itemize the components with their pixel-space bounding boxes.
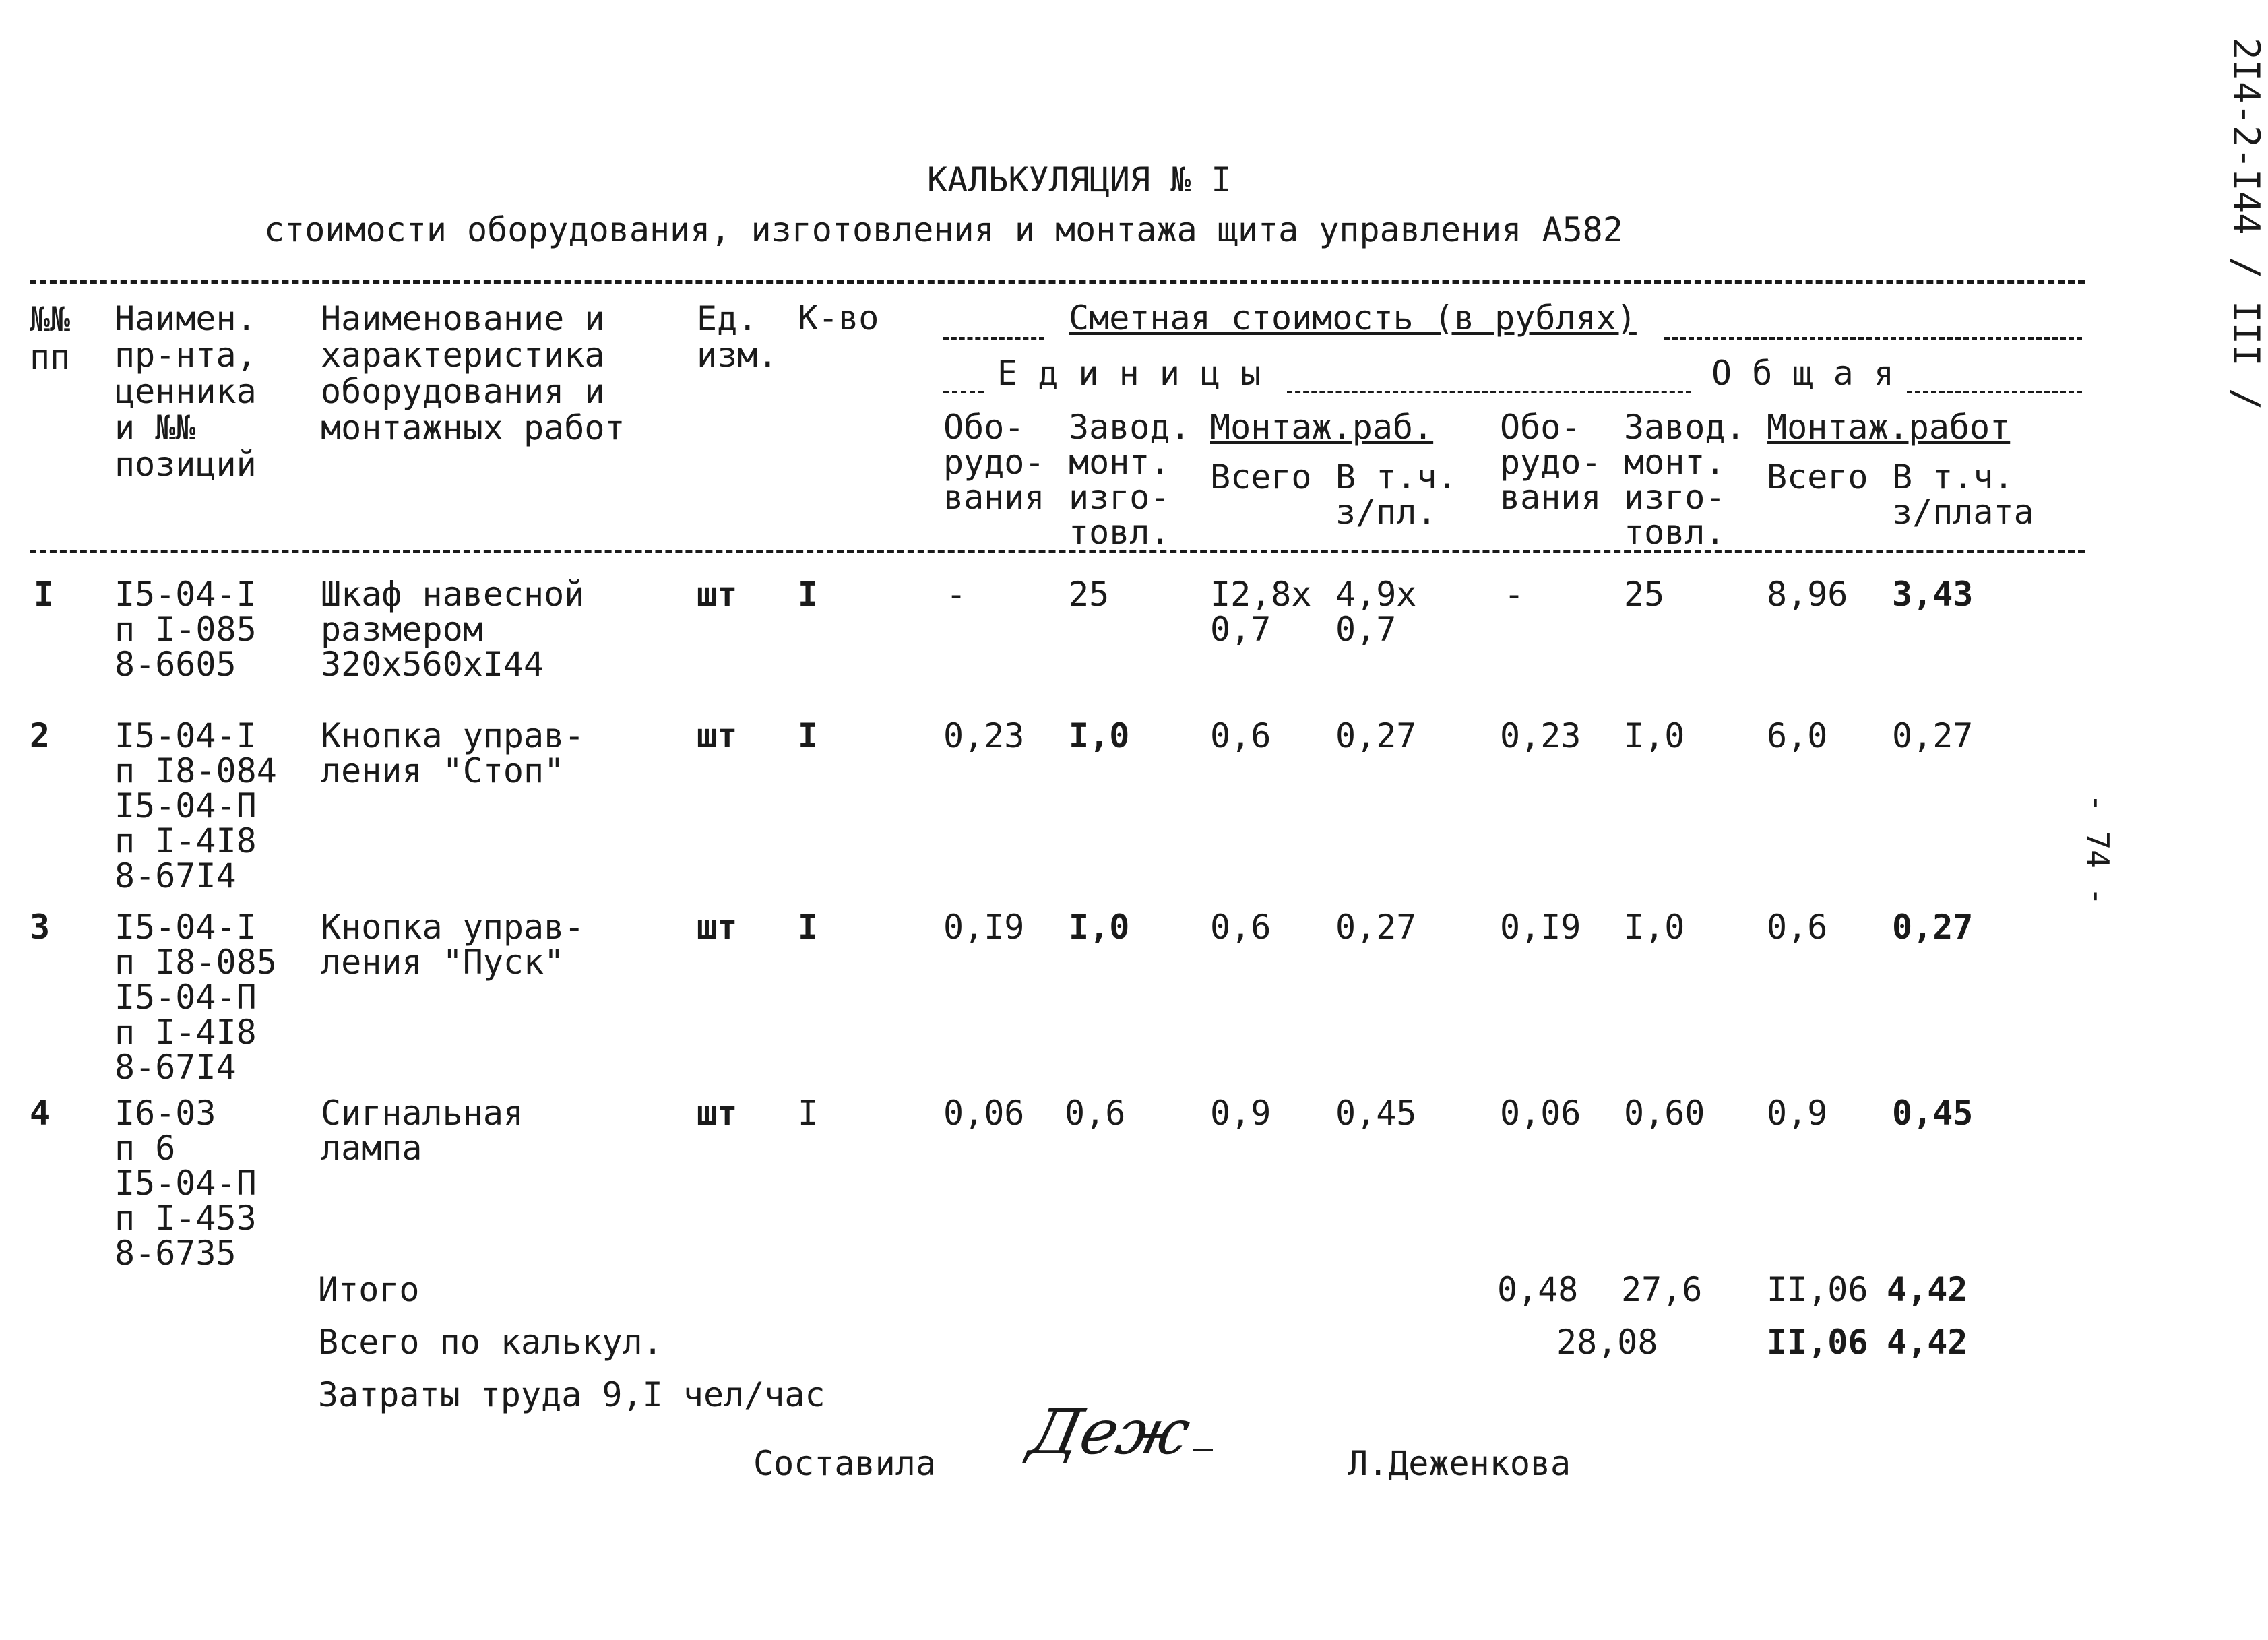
header-name: Наименование и характеристика оборудования и монтажных работ xyxy=(321,299,625,447)
compiled-by-label: Составила xyxy=(753,1444,936,1483)
cost-rule-left xyxy=(943,337,1044,340)
unit-rule-right xyxy=(1287,391,1691,393)
row-price-code: I5-04-I п I8-085 I5-04-П п I-4I8 8-67I4 xyxy=(115,908,277,1087)
row-total-mount: 6,0 xyxy=(1767,716,1828,755)
row-total-mount: 0,9 xyxy=(1767,1094,1828,1133)
document-subtitle: стоимости оборудования, изготовления и монтажа щита управления А582 xyxy=(264,210,1623,249)
vsego-label: Всего по калькул. xyxy=(318,1323,663,1362)
row-qty: I xyxy=(798,908,819,947)
header-total-factory: Завод. монт. изго- товл. xyxy=(1624,408,1746,552)
row-num: 2 xyxy=(30,716,51,755)
header-total-mount-wage: В т.ч. з/плата xyxy=(1892,458,2034,532)
row-total-equip: 0,23 xyxy=(1500,716,1581,755)
header-cost: Сметная стоимость (в рублях) xyxy=(1069,298,1637,338)
document-title: КАЛЬКУЛЯЦИЯ № I xyxy=(927,160,1232,199)
side-document-code: 2I4-2-I44 / III / xyxy=(2225,38,2267,410)
vsego-wage: 4,42 xyxy=(1887,1323,1968,1362)
row-total-equip: 0,I9 xyxy=(1500,908,1581,947)
row-price-code: I5-04-I п I-085 8-6605 xyxy=(115,575,257,684)
itogo-equip: 0,48 xyxy=(1497,1270,1579,1309)
row-unit-factory: I,0 xyxy=(1069,716,1130,755)
row-total-wage: 0,27 xyxy=(1892,908,1974,947)
row-unit: шт xyxy=(697,1094,738,1133)
row-unit-mount: 0,6 xyxy=(1210,716,1271,755)
header-unit: Ед. изм. xyxy=(697,299,778,375)
row-unit-wage: 4,9х 0,7 xyxy=(1335,575,1417,649)
itogo-label: Итого xyxy=(318,1270,420,1309)
header-num: №№ пп xyxy=(30,300,71,377)
vsego-sum: 28,08 xyxy=(1556,1323,1658,1362)
page-number: - 74 - xyxy=(2079,794,2116,906)
row-total-equip: 0,06 xyxy=(1500,1094,1581,1133)
row-num: I xyxy=(34,575,55,614)
itogo-mount: II,06 xyxy=(1767,1270,1868,1309)
cost-rule-right xyxy=(1664,337,2082,340)
signature-dash xyxy=(1193,1449,1213,1451)
itogo-factory: 27,6 xyxy=(1621,1270,1703,1309)
header-unit-mount-all: Всего xyxy=(1210,458,1312,497)
row-unit-factory: 25 xyxy=(1069,575,1110,614)
row-unit-equip: 0,23 xyxy=(943,716,1025,755)
row-total-wage: 0,45 xyxy=(1892,1094,1974,1133)
row-unit-wage: 0,45 xyxy=(1335,1094,1417,1133)
row-unit-mount: I2,8х 0,7 xyxy=(1210,575,1312,649)
row-num: 3 xyxy=(30,908,51,947)
row-unit-equip: 0,I9 xyxy=(943,908,1025,947)
row-price-code: I6-03 п 6 I5-04-П п I-453 8-6735 xyxy=(115,1094,257,1273)
unit-rule-left xyxy=(943,391,984,393)
header-total-mount: Монтаж.работ xyxy=(1767,408,2011,447)
header-bottom-rule xyxy=(30,550,2085,553)
row-total-mount: 8,96 xyxy=(1767,575,1848,614)
row-unit-equip: 0,06 xyxy=(943,1094,1025,1133)
row-qty: I xyxy=(798,1094,819,1133)
labor-cost: Затраты труда 9,I чел/час xyxy=(318,1375,825,1414)
row-total-wage: 3,43 xyxy=(1892,575,1974,614)
vsego-mount: II,06 xyxy=(1767,1323,1868,1362)
header-qty: К-во xyxy=(798,298,879,338)
total-rule-right xyxy=(1907,391,2082,393)
row-num: 4 xyxy=(30,1094,51,1133)
header-total: О б щ а я xyxy=(1711,354,1894,393)
header-unit-mount-wage: В т.ч. з/пл. xyxy=(1335,458,1457,532)
row-unit-factory: I,0 xyxy=(1069,908,1130,947)
compiler-name: Л.Деженкова xyxy=(1348,1444,1571,1483)
row-name: Сигнальная лампа xyxy=(321,1094,524,1168)
row-unit-wage: 0,27 xyxy=(1335,908,1417,947)
header-total-mount-all: Всего xyxy=(1767,458,1868,497)
header-unit-equip: Обо- рудо- вания xyxy=(943,408,1045,517)
row-total-wage: 0,27 xyxy=(1892,716,1974,755)
row-unit-factory: 0,6 xyxy=(1065,1094,1126,1133)
header-price: Наимен. пр-нта, ценника и №№ позиций xyxy=(115,299,257,484)
row-unit: шт xyxy=(697,575,738,614)
row-total-mount: 0,6 xyxy=(1767,908,1828,947)
row-qty: I xyxy=(798,575,819,614)
header-unit-mount: Монтаж.раб. xyxy=(1210,408,1434,447)
row-name: Кнопка управ- ления "Пуск" xyxy=(321,908,585,982)
row-total-factory: I,0 xyxy=(1624,716,1685,755)
handwritten-signature: Деж xyxy=(1023,1396,1197,1468)
row-unit-equip: - xyxy=(946,575,967,614)
row-unit-wage: 0,27 xyxy=(1335,716,1417,755)
row-price-code: I5-04-I п I8-084 I5-04-П п I-4I8 8-67I4 xyxy=(115,716,277,895)
header-unit-factory: Завод. монт. изго- товл. xyxy=(1069,408,1191,552)
row-name: Шкаф навесной размером 320х560хI44 xyxy=(321,575,585,684)
row-unit: шт xyxy=(697,908,738,947)
row-unit: шт xyxy=(697,716,738,755)
itogo-wage: 4,42 xyxy=(1887,1270,1968,1309)
row-qty: I xyxy=(798,716,819,755)
row-total-equip: - xyxy=(1504,575,1525,614)
row-name: Кнопка управ- ления "Стоп" xyxy=(321,716,585,790)
row-unit-mount: 0,6 xyxy=(1210,908,1271,947)
row-total-factory: I,0 xyxy=(1624,908,1685,947)
header-per-unit: Е д и н и ц ы xyxy=(997,354,1261,393)
header-top-rule xyxy=(30,280,2085,284)
row-total-factory: 0,60 xyxy=(1624,1094,1705,1133)
row-total-factory: 25 xyxy=(1624,575,1665,614)
row-unit-mount: 0,9 xyxy=(1210,1094,1271,1133)
header-total-equip: Обо- рудо- вания xyxy=(1500,408,1602,517)
